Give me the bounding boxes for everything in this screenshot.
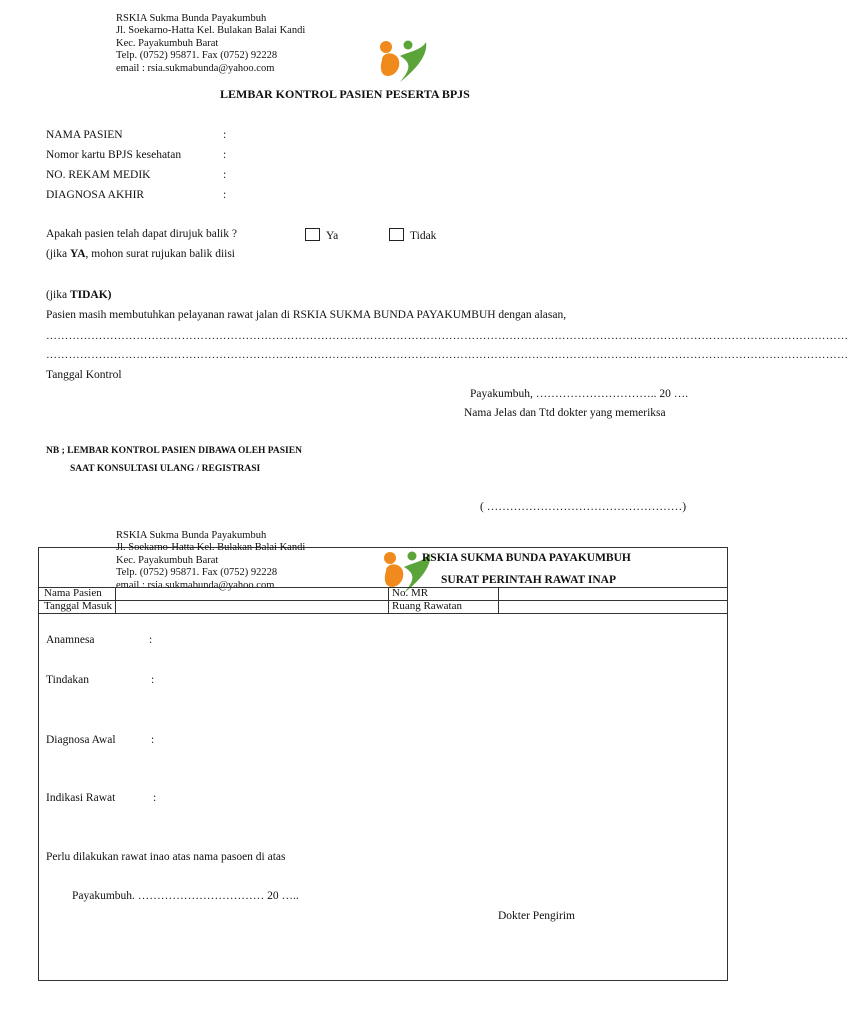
- hospital-header-2: [116, 530, 305, 592]
- header-line: Kec. Payakumbuh Barat: [116, 37, 219, 49]
- if-no-note: [46, 289, 111, 301]
- place-date-2: Payakumbuh. …………………………… 20 …..: [72, 890, 299, 902]
- header-line: Kec. Payakumbuh Barat: [116, 554, 219, 566]
- field-label-rekam-medik: NO. REKAM MEDIK: [46, 169, 151, 181]
- option-yes-label: Ya: [326, 230, 339, 242]
- option-yes[interactable]: [305, 228, 338, 242]
- item-indikasi-rawat-label: Indikasi Rawat: [46, 792, 116, 804]
- header-line: email : rsia.sukmabunda@yahoo.com: [116, 62, 275, 74]
- place-date: Payakumbuh, ………………………….. 20 ….: [470, 388, 689, 400]
- item-sep: :: [151, 734, 155, 746]
- field-label-nama-pasien: NAMA PASIEN: [46, 129, 123, 141]
- reason-dotted-line: ……………………………………………………………………………………………………………………………………………………………………………………………: [46, 349, 848, 361]
- option-no-label: Tidak: [410, 230, 437, 242]
- document-title: SURAT PERINTAH RAWAT INAP: [441, 574, 616, 586]
- reason-dotted-line: ……………………………………………………………………………………………………………………………………………………………………………………………: [46, 330, 848, 342]
- item-diagnosa-awal-label: Diagnosa Awal: [46, 734, 116, 746]
- form-title: LEMBAR KONTROL PASIEN PESERTA BPJS: [220, 87, 470, 101]
- checkbox-yes[interactable]: [305, 228, 320, 241]
- checkbox-no[interactable]: [389, 228, 404, 241]
- control-date-label: Tanggal Kontrol: [46, 369, 122, 381]
- if-yes-note: [46, 248, 235, 260]
- header-line: RSKIA Sukma Bunda Payakumbuh: [116, 13, 267, 24]
- item-anamnesa-label: Anamnesa: [46, 634, 95, 646]
- field-sep: :: [223, 149, 227, 161]
- cell-tanggal-masuk: Tanggal Masuk: [44, 600, 112, 612]
- table-line: [38, 613, 728, 614]
- cell-ruang-rawatan: Ruang Rawatan: [392, 600, 462, 612]
- table-line: [498, 587, 499, 613]
- nb-line-1: NB ; LEMBAR KONTROL PASIEN DIBAWA OLEH PASIEN: [46, 446, 302, 456]
- field-sep: :: [223, 129, 227, 141]
- if-no-bold: TIDAK): [69, 289, 112, 301]
- referral-question: Apakah pasien telah dapat dirujuk balik ?: [46, 228, 237, 240]
- field-label-bpjs-card: Nomor kartu BPJS kesehatan: [46, 149, 182, 161]
- table-line: [388, 587, 389, 613]
- option-no[interactable]: [389, 228, 436, 242]
- field-label-diagnosa-akhir: DIAGNOSA AKHIR: [46, 189, 145, 201]
- table-line: [115, 587, 116, 613]
- item-tindakan-label: Tindakan: [46, 674, 90, 686]
- doctor-sign-label: Nama Jelas dan Ttd dokter yang memeriksa: [464, 407, 666, 419]
- header-line: Telp. (0752) 95871. Fax (0752) 92228: [116, 50, 278, 62]
- item-sep: :: [151, 674, 155, 686]
- header-line: RSKIA Sukma Bunda Payakumbuh: [116, 530, 267, 541]
- hospital-header: [116, 13, 305, 75]
- if-yes-prefix: (jika: [46, 248, 70, 260]
- field-sep: :: [223, 189, 227, 201]
- reason-text: Pasien masih membutuhkan pelayanan rawat jalan di RSKIA SUKMA BUNDA PAYAKUMBUH dengan alasan,: [46, 309, 567, 321]
- if-yes-bold: YA: [69, 248, 86, 260]
- item-sep: :: [149, 634, 153, 646]
- signature-line: ( ……………………………………………): [480, 501, 687, 513]
- item-sep: :: [153, 792, 157, 804]
- cell-nama-pasien: Nama Pasien: [44, 587, 102, 599]
- if-yes-rest: , mohon surat rujukan balik diisi: [85, 248, 235, 260]
- header-line: email : rsia.sukmabunda@yahoo.com: [116, 579, 275, 591]
- hospital-name: RSKIA SUKMA BUNDA PAYAKUMBUH: [422, 552, 631, 564]
- inpatient-statement: Perlu dilakukan rawat inao atas nama pasoen di atas: [46, 851, 286, 863]
- if-no-prefix: (jika: [46, 289, 70, 301]
- nb-line-2: SAAT KONSULTASI ULANG / REGISTRASI: [70, 464, 261, 474]
- cell-no-mr: No. MR: [392, 587, 429, 599]
- header-line: Telp. (0752) 95871. Fax (0752) 92228: [116, 567, 278, 579]
- header-line: Jl. Soekarno-Hatta Kel. Bulakan Balai Kandi: [116, 542, 306, 554]
- hospital-logo-icon: [374, 38, 430, 84]
- table-line: [38, 587, 728, 588]
- referring-doctor-label: Dokter Pengirim: [498, 910, 575, 922]
- table-line: [38, 600, 728, 601]
- field-sep: :: [223, 169, 227, 181]
- header-line: Jl. Soekarno-Hatta Kel. Bulakan Balai Kandi: [116, 25, 306, 37]
